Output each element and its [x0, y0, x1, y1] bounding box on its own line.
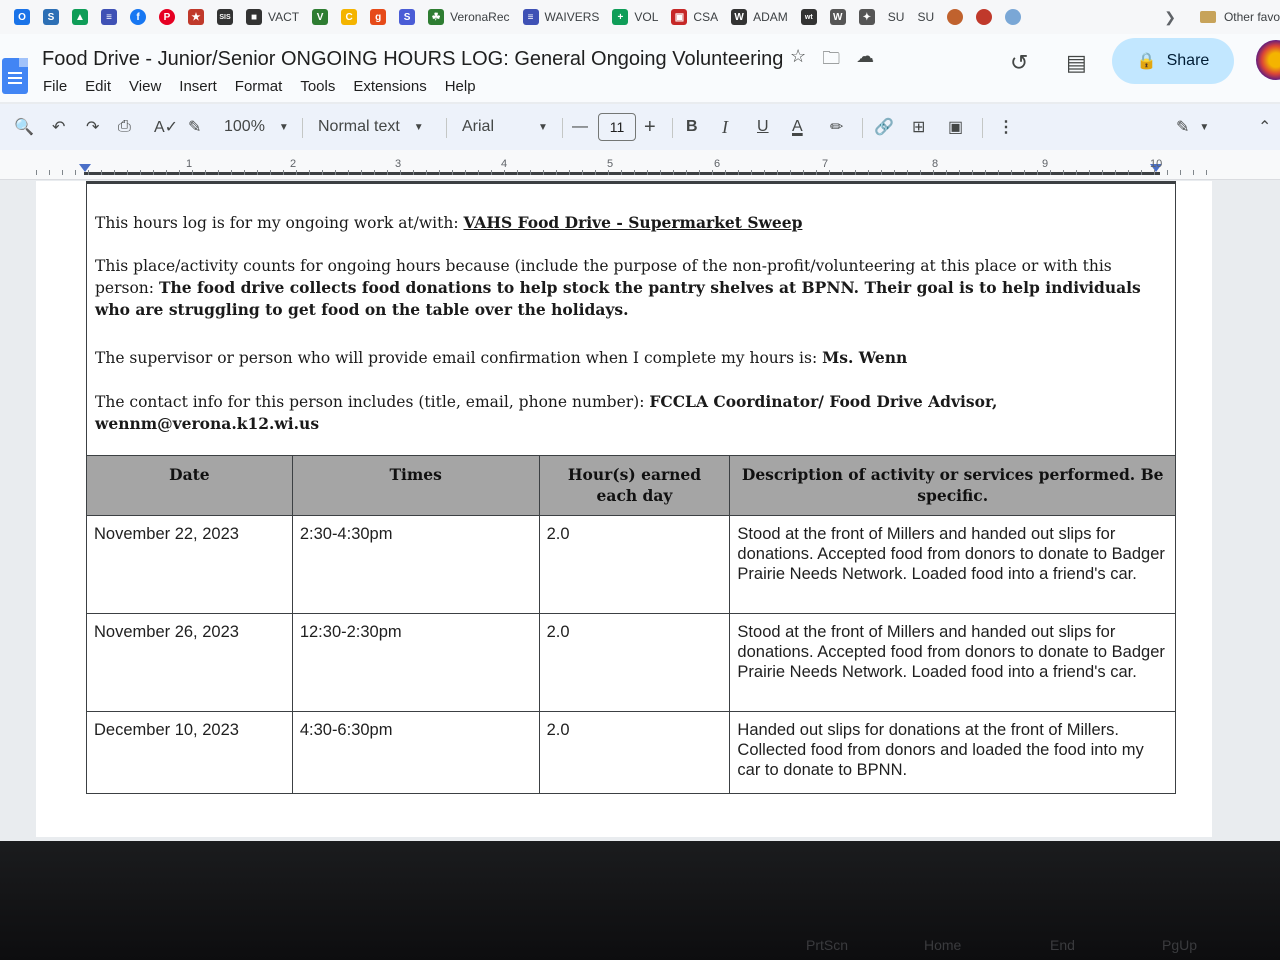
ruler-tick	[543, 170, 544, 175]
docs-header	[0, 34, 1280, 102]
bookmark-item[interactable]	[130, 9, 146, 25]
bold-button[interactable]: B	[686, 118, 698, 135]
ruler-number: 4	[501, 158, 508, 170]
bookmark-label: WAIVERS	[544, 10, 600, 24]
bookmark-item[interactable]	[947, 9, 963, 25]
document-canvas	[0, 181, 1280, 841]
ruler-tick	[465, 170, 466, 175]
description-cell[interactable]: Stood at the front of Millers and handed out slips for donations. Accepted food from donors to donate to Badger Prairie Needs Network. Loaded food into a friend's car.	[730, 614, 1176, 712]
bookmark-item[interactable]	[523, 9, 600, 25]
share-label: Share	[1166, 52, 1210, 69]
ruler-tick	[517, 170, 518, 175]
ruler-tick	[309, 170, 310, 175]
key-home: Home	[924, 937, 962, 953]
ruler-tick	[621, 170, 622, 175]
chevron-down-icon: ▼	[278, 121, 289, 133]
ruler-number: 8	[932, 158, 939, 170]
more-bookmarks-chevron-icon[interactable]: ❯	[1164, 8, 1176, 25]
ruler-tick	[218, 170, 219, 175]
italic-button[interactable]: I	[722, 116, 728, 137]
bookmarks-bar	[0, 0, 1280, 34]
bookmark-item[interactable]	[188, 9, 204, 25]
g-icon: g	[370, 9, 386, 25]
ruler-tick	[946, 170, 947, 175]
share-button[interactable]	[1112, 38, 1234, 84]
bookmark-item[interactable]	[72, 9, 88, 25]
ruler-tick	[283, 170, 284, 175]
bookmark-item[interactable]	[101, 9, 117, 25]
ruler-tick	[36, 170, 37, 175]
ruler-number: 7	[822, 158, 829, 170]
laptop-bezel	[0, 841, 1280, 960]
wt-icon: wt	[801, 9, 817, 25]
ruler-tick	[998, 170, 999, 175]
paragraph-style-select[interactable]	[318, 104, 424, 150]
dots-icon: ✦	[859, 9, 875, 25]
version-history-icon[interactable]: ↺	[1010, 50, 1029, 75]
ruler-tick	[62, 170, 63, 175]
bookmark-label: VeronaRec	[450, 10, 510, 24]
schoology-icon: S	[43, 9, 59, 25]
insert-link-icon[interactable]: 🔗	[874, 119, 894, 136]
ruler-tick	[764, 170, 765, 175]
lock-icon: 🔒	[1136, 53, 1157, 70]
highlight-color-icon[interactable]: ✏	[830, 119, 844, 136]
ruler-tick	[439, 170, 440, 175]
ruler-tick	[452, 170, 453, 175]
chevron-down-icon: ▼	[538, 121, 548, 133]
ruler-tick	[1206, 170, 1207, 175]
header-description[interactable]: Description of activity or services performed. Be specific.	[730, 456, 1176, 516]
info-box	[86, 181, 1176, 457]
leaf-icon: ☘	[428, 9, 444, 25]
ruler-tick	[504, 170, 505, 175]
ruler-tick	[1089, 170, 1090, 175]
pinterest-icon: P	[159, 9, 175, 25]
ruler-tick	[75, 170, 76, 175]
redo-icon[interactable]: ↷	[86, 119, 100, 136]
header-hours[interactable]: Hour(s) earned each day	[539, 456, 730, 516]
ruler-tick	[868, 170, 869, 175]
key-end: End	[1050, 937, 1075, 953]
times-cell[interactable]: 2:30-4:30pm	[292, 516, 539, 614]
bookmark-item[interactable]	[731, 9, 788, 25]
font-size-input[interactable]	[598, 104, 636, 150]
hours-cell[interactable]: 2.0	[539, 516, 730, 614]
ruler-tick	[881, 170, 882, 175]
description-cell[interactable]: Handed out slips for donations at the front of Millers. Collected food from donors and loaded the food into my car to donate to BPNN.	[730, 712, 1176, 794]
print-icon[interactable]: ⎙	[118, 118, 131, 135]
times-cell[interactable]: 12:30-2:30pm	[292, 614, 539, 712]
bookmark-item[interactable]	[801, 9, 817, 25]
ruler-tick	[140, 170, 141, 175]
ruler-tick	[816, 170, 817, 175]
ruler-tick	[985, 170, 986, 175]
ruler-tick	[179, 170, 180, 175]
key-prtscn: PrtScn	[806, 937, 849, 953]
more-options-icon[interactable]: ⋮	[998, 119, 1014, 136]
ruler-tick	[569, 170, 570, 175]
outlook-icon: O	[14, 9, 30, 25]
toolbar	[0, 104, 1280, 150]
ruler-tick	[920, 170, 921, 175]
ruler-tick	[400, 170, 401, 175]
ruler-tick	[374, 170, 375, 175]
date-cell[interactable]: December 10, 2023	[87, 712, 293, 794]
ruler-tick	[959, 170, 960, 175]
other-favorites-link[interactable]: Other favo	[1223, 10, 1280, 24]
v-badge-icon	[947, 9, 963, 25]
ruler-tick	[608, 170, 609, 175]
ruler-tick	[530, 170, 531, 175]
spellcheck-icon[interactable]: A✓	[154, 119, 179, 136]
ruler-tick	[725, 170, 726, 175]
star-icon[interactable]: ☆	[790, 46, 807, 66]
s-icon: S	[399, 9, 415, 25]
ruler-tick	[244, 170, 245, 175]
ruler-number: 9	[1042, 158, 1049, 170]
ruler-tick	[1037, 170, 1038, 175]
ruler-tick	[1128, 170, 1129, 175]
ruler-tick	[803, 170, 804, 175]
ruler-tick	[1102, 170, 1103, 175]
zoom-select[interactable]	[224, 104, 289, 150]
ruler-tick	[699, 170, 700, 175]
style-value: Normal text	[318, 118, 400, 135]
sis-icon: SIS	[217, 9, 233, 25]
dots-icon	[1005, 9, 1021, 25]
ruler-tick	[426, 170, 427, 175]
ruler-tick	[296, 170, 297, 175]
badge-icon: ★	[188, 9, 204, 25]
ruler-number: 6	[714, 158, 721, 170]
ruler-tick	[1141, 170, 1142, 175]
ruler-tick	[855, 170, 856, 175]
ruler-tick	[595, 170, 596, 175]
cube-icon: ■	[246, 9, 262, 25]
ruler-tick	[582, 170, 583, 175]
ruler-tick	[257, 170, 258, 175]
header-date[interactable]: Date	[87, 456, 293, 516]
ruler-tick	[907, 170, 908, 175]
ruler-tick	[660, 170, 661, 175]
ruler-tick	[634, 170, 635, 175]
bookmark-label: VOL	[634, 10, 659, 24]
editing-mode-icon[interactable]: ✎ ▼	[1176, 119, 1210, 136]
ruler-tick	[1024, 170, 1025, 175]
ruler-tick	[270, 170, 271, 175]
undo-icon[interactable]: ↶	[52, 119, 66, 136]
move-folder-icon[interactable]: 🗀	[822, 48, 841, 68]
bookmark-item[interactable]	[43, 9, 59, 25]
bookmark-item[interactable]	[976, 9, 992, 25]
list-icon: ≡	[101, 9, 117, 25]
v-icon: V	[312, 9, 328, 25]
ruler-tick	[842, 170, 843, 175]
ruler-tick	[738, 170, 739, 175]
ruler-tick	[1154, 170, 1155, 175]
ruler-tick	[335, 170, 336, 175]
c-icon: C	[341, 9, 357, 25]
zoom-value: 100%	[224, 118, 265, 135]
bookmark-item[interactable]	[428, 9, 509, 25]
wp-icon: W	[830, 9, 846, 25]
ruler-tick	[712, 170, 713, 175]
bookmark-item[interactable]	[14, 9, 30, 25]
docs-logo-icon[interactable]	[2, 58, 28, 94]
font-size-value: 11	[598, 113, 636, 141]
hours-cell[interactable]: 2.0	[539, 614, 730, 712]
ruler-tick	[933, 170, 934, 175]
bookmark-item[interactable]	[671, 9, 718, 25]
csa-icon: ▣	[671, 9, 687, 25]
ruler-tick	[101, 170, 102, 175]
bookmark-item[interactable]	[859, 9, 875, 25]
plus-icon: +	[612, 9, 628, 25]
bookmark-label: VACT	[268, 10, 300, 24]
menu-format[interactable]: Format	[234, 78, 283, 95]
bookmark-item[interactable]	[246, 9, 299, 25]
ruler-tick	[231, 170, 232, 175]
bookmark-item[interactable]	[159, 9, 175, 25]
ruler-number: 2	[290, 158, 297, 170]
purpose-line[interactable]: This place/activity counts for ongoing hours because (include the purpose of the non-profit/volunteering at this place or with this person: The food drive collects food donations to help stock the pantry shelves at BPNN. Their goal is to help individuals who are struggling to get food on the table over the holidays.	[95, 257, 1141, 319]
table-row	[87, 516, 1176, 614]
ruler-tick	[1011, 170, 1012, 175]
font-value: Arial	[462, 118, 495, 135]
ruler-tick	[647, 170, 648, 175]
ruler-tick	[972, 170, 973, 175]
cloud-status-icon[interactable]: ☁	[856, 46, 875, 66]
ruler-tick	[361, 170, 362, 175]
ruler-tick	[1050, 170, 1051, 175]
ruler-number: 1	[186, 158, 193, 170]
ruler-tick	[127, 170, 128, 175]
folder-icon	[1200, 11, 1216, 23]
hours-cell[interactable]: 2.0	[539, 712, 730, 794]
header-times[interactable]: Times	[292, 456, 539, 516]
ruler-tick	[192, 170, 193, 175]
bookmark-item[interactable]	[370, 9, 386, 25]
document-page[interactable]	[36, 181, 1212, 837]
bookmark-label: ADAM	[753, 10, 788, 24]
ruler-tick	[478, 170, 479, 175]
paint-format-icon[interactable]: ✎	[188, 119, 202, 136]
ruler-tick	[387, 170, 388, 175]
ruler-tick	[790, 170, 791, 175]
bookmark-item[interactable]	[612, 9, 658, 25]
ruler-tick	[673, 170, 674, 175]
comments-icon[interactable]: ▤	[1066, 50, 1087, 75]
supervisor-line[interactable]: The supervisor or person who will provide email confirmation when I complete my hours is: Ms. Wenn	[95, 348, 908, 367]
ruler-tick	[166, 170, 167, 175]
ruler-tick	[1063, 170, 1064, 175]
ruler-tick	[1115, 170, 1116, 175]
bookmark-label: CSA	[693, 10, 719, 24]
bookmark-item[interactable]	[217, 9, 233, 25]
form-icon: ≡	[523, 9, 539, 25]
bookmark-item[interactable]	[1005, 9, 1021, 25]
decrease-font-size-icon[interactable]: —	[572, 118, 588, 135]
chevron-down-icon: ▼	[413, 121, 424, 133]
ruler-tick	[1180, 170, 1181, 175]
bookmark-item[interactable]	[830, 9, 846, 25]
date-cell[interactable]: November 22, 2023	[87, 516, 293, 614]
bookmark-item[interactable]	[312, 9, 328, 25]
ruler-tick	[556, 170, 557, 175]
text-color-button[interactable]: A	[792, 118, 803, 135]
table-row	[87, 614, 1176, 712]
menu-file[interactable]: File	[43, 78, 68, 95]
ruler-tick	[205, 170, 206, 175]
bookmark-item[interactable]	[341, 9, 357, 25]
document-title[interactable]: Food Drive - Junior/Senior ONGOING HOURS LOG: General Ongoing Volunteering	[42, 48, 784, 70]
ruler-tick	[153, 170, 154, 175]
ruler-tick	[686, 170, 687, 175]
ruler-tick	[413, 170, 414, 175]
ruler-tick	[1167, 170, 1168, 175]
ruler-tick	[894, 170, 895, 175]
ruler-number: 3	[395, 158, 402, 170]
ribbon-icon	[976, 9, 992, 25]
menu-bar	[43, 78, 494, 95]
ruler-tick	[88, 170, 89, 175]
menu-extensions[interactable]: Extensions	[353, 78, 427, 95]
description-cell[interactable]: Stood at the front of Millers and handed out slips for donations. Accepted food from donors to donate to Badger Prairie Needs Network. Loaded food into a friend's car.	[730, 516, 1176, 614]
date-cell[interactable]: November 26, 2023	[87, 614, 293, 712]
ruler-tick	[1193, 170, 1194, 175]
ruler[interactable]	[0, 150, 1280, 180]
bookmark-su2[interactable]: SU	[917, 10, 935, 24]
menu-insert[interactable]: Insert	[179, 78, 217, 95]
bookmark-su1[interactable]: SU	[887, 10, 905, 24]
underline-button[interactable]: U	[757, 118, 769, 135]
insert-image-icon[interactable]: ▣	[948, 119, 964, 136]
ruler-tick	[1076, 170, 1077, 175]
menu-tools[interactable]: Tools	[300, 78, 336, 95]
left-indent-marker[interactable]	[79, 164, 91, 172]
bookmark-item[interactable]	[399, 9, 415, 25]
ruler-tick	[829, 170, 830, 175]
hours-log-table	[86, 455, 1176, 794]
drive-icon: ▲	[72, 9, 88, 25]
ruler-tick	[777, 170, 778, 175]
ruler-tick	[114, 170, 115, 175]
ruler-tick	[491, 170, 492, 175]
table-row	[87, 712, 1176, 794]
ruler-tick	[322, 170, 323, 175]
ruler-number: 5	[607, 158, 614, 170]
times-cell[interactable]: 4:30-6:30pm	[292, 712, 539, 794]
collapse-toolbar-icon[interactable]: ⌃	[1258, 119, 1272, 136]
menu-edit[interactable]: Edit	[85, 78, 112, 95]
add-comment-icon[interactable]: ⊞	[912, 119, 926, 136]
ongoing-work-line[interactable]: This hours log is for my ongoing work at/with: VAHS Food Drive - Supermarket Sweep	[95, 213, 803, 232]
bookmarks-right	[1164, 0, 1280, 34]
search-menus-icon[interactable]: 🔍	[14, 119, 34, 136]
avatar[interactable]	[1256, 40, 1280, 80]
w-icon: W	[731, 9, 747, 25]
key-pgup: PgUp	[1162, 937, 1198, 953]
ruler-tick	[49, 170, 50, 175]
ruler-tick	[348, 170, 349, 175]
increase-font-size-icon[interactable]: +	[644, 115, 656, 138]
ruler-number: 10	[1150, 158, 1163, 170]
facebook-icon: f	[130, 9, 146, 25]
menu-view[interactable]: View	[129, 78, 162, 95]
menu-help[interactable]: Help	[444, 78, 476, 95]
font-family-select[interactable]	[462, 104, 548, 150]
ruler-tick	[751, 170, 752, 175]
contact-line[interactable]: The contact info for this person includes (title, email, phone number): FCCLA Coordinator/ Food Drive Advisor, wennm@verona.k12.wi.us	[95, 392, 998, 433]
